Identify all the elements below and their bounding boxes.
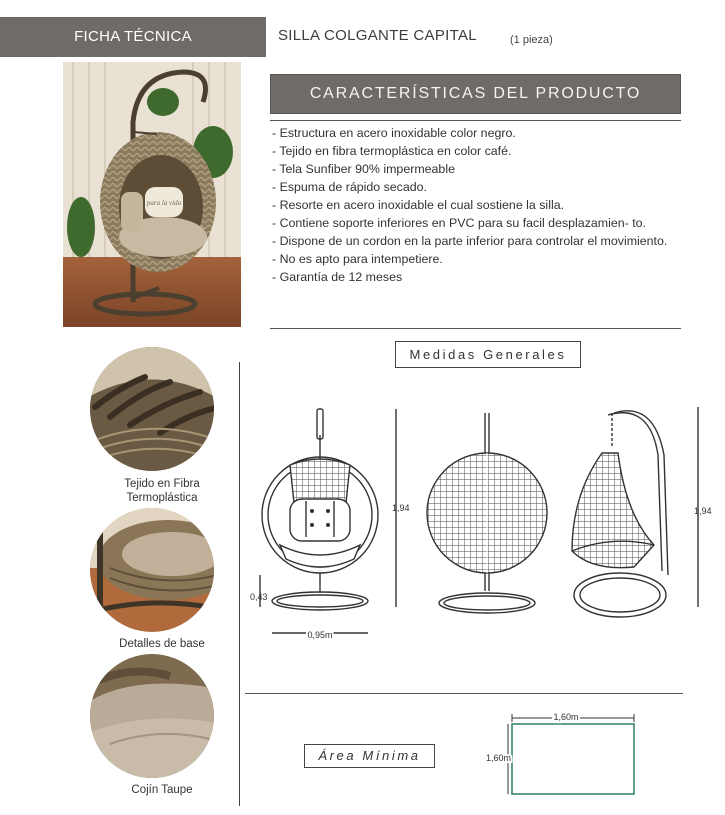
product-name: SILLA COLGANTE CAPITAL — [278, 27, 477, 44]
characteristic-item: - Contiene soporte inferiores en PVC para su facil desplazamien- to. — [272, 216, 646, 230]
characteristic-item: - Resorte en acero inoxidable el cual sostiene la silla. — [272, 198, 565, 212]
divider — [270, 328, 681, 329]
min-area-title: Área Mínima — [304, 744, 435, 768]
detail-photo-base — [90, 508, 214, 632]
min-area-drawing — [482, 708, 642, 800]
characteristics-title: CARACTERÍSTICAS DEL PRODUCTO — [309, 85, 642, 102]
section-divider — [245, 693, 683, 694]
dimensions-title: Medidas Generales — [395, 341, 581, 368]
min-area-depth: 1,60m — [486, 753, 512, 763]
dim-base-height: 0,43 — [250, 592, 268, 602]
detail-caption-cushion: Cojín Taupe — [131, 784, 193, 796]
characteristic-item: - Tejido en fibra termoplástica en color café. — [272, 144, 512, 158]
product-quantity: (1 pieza) — [510, 34, 553, 46]
dim-width: 0,95m — [307, 630, 333, 640]
detail-caption-base: Detalles de base — [119, 638, 205, 650]
product-photo — [63, 62, 241, 327]
characteristic-item: - Estructura en acero inoxidable color negro. — [272, 126, 516, 140]
dim-height-side: 1,94 — [694, 506, 712, 516]
characteristic-item: - Tela Sunfiber 90% impermeable — [272, 162, 455, 176]
dim-height-front: 1,94 — [392, 503, 410, 513]
characteristic-item: - No es apto para intempetiere. — [272, 252, 443, 266]
detail-photo-weave — [90, 347, 214, 471]
detail-photo-cushion — [90, 654, 214, 778]
characteristic-item: - Dispone de un cordon en la parte inferior para controlar el movimiento. — [272, 234, 668, 248]
characteristic-item: - Espuma de rápido secado. — [272, 180, 427, 194]
min-area-width: 1,60m — [553, 712, 579, 722]
column-divider — [239, 362, 240, 806]
detail-caption-weave: Tejido en Fibra Termoplástica — [124, 478, 200, 504]
characteristic-item: - Garantía de 12 meses — [272, 270, 403, 284]
divider — [270, 120, 681, 121]
svg-text:para la vida: para la vida — [146, 199, 182, 207]
header-label: FICHA TÉCNICA — [74, 28, 192, 45]
dimension-drawings — [242, 395, 720, 650]
characteristics-list — [272, 124, 684, 286]
